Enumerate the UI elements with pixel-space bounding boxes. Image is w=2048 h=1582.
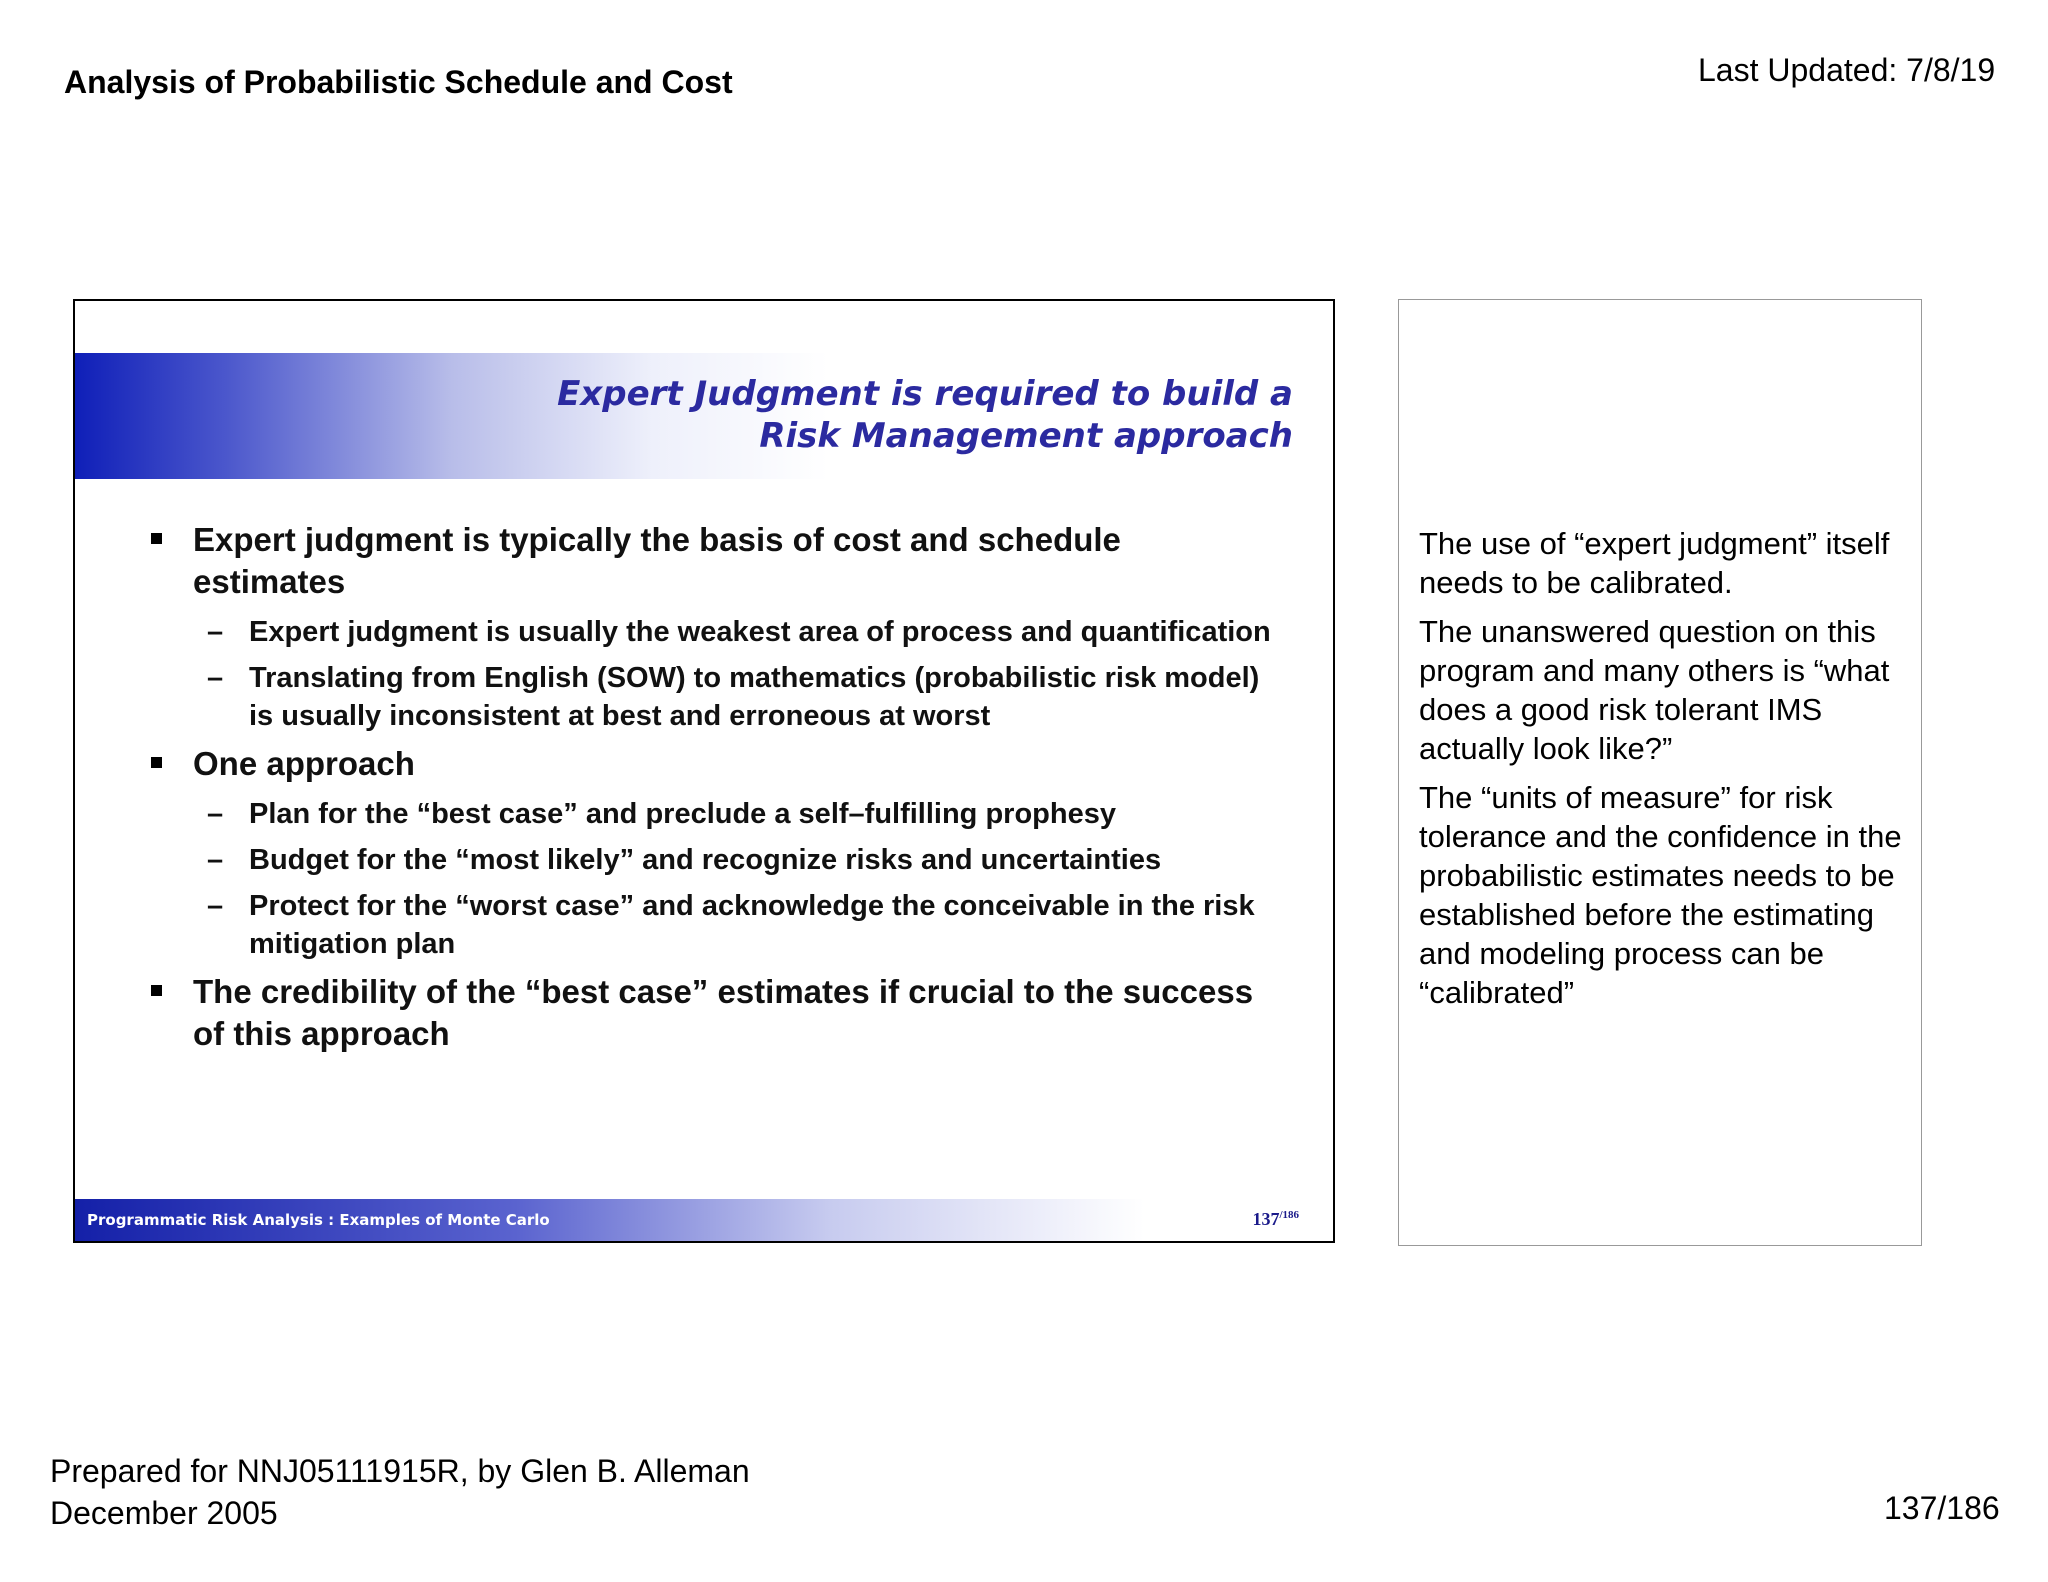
slide — [73, 299, 1335, 1243]
bullet-text: One approach — [193, 745, 415, 782]
slide-page-number — [1252, 1209, 1299, 1230]
notes-text — [1419, 524, 1909, 1022]
prepared-line-2: December 2005 — [50, 1495, 278, 1531]
dash-bullet-icon: – — [207, 798, 224, 830]
slide-footer-text: Programmatic Risk Analysis : Examples of Monte Carlo — [87, 1211, 550, 1229]
document-title: Analysis of Probabilistic Schedule and Cost — [64, 64, 733, 100]
sub-bullet-item — [151, 613, 1281, 651]
slide-footer — [75, 1199, 1333, 1241]
prepared-line-1: Prepared for NNJ05111915R, by Glen B. Alleman — [50, 1453, 750, 1489]
notes-panel — [1398, 299, 1922, 1246]
last-updated: Last Updated: 7/8/19 — [1698, 52, 1996, 88]
bullet-text: Expert judgment is typically the basis of cost and schedule estimates — [193, 521, 1121, 600]
sub-bullet-text: Translating from English (SOW) to mathematics (probabilistic risk model) is usually inconsistent at best and erroneous at worst — [249, 662, 1260, 732]
bullet-text: The credibility of the “best case” estimates if crucial to the success of this approach — [193, 973, 1254, 1052]
slide-page-main: 137 — [1252, 1209, 1280, 1229]
dash-bullet-icon: – — [207, 616, 224, 648]
slide-title-line-1: Expert Judgment is required to build a — [557, 374, 1293, 414]
bullet-item — [151, 971, 1281, 1055]
prepared-by — [50, 1450, 750, 1534]
sub-bullet-text: Budget for the “most likely” and recognize risks and uncertainties — [249, 844, 1162, 876]
square-bullet-icon — [151, 533, 162, 544]
notes-paragraph: The “units of measure” for risk tolerance and the confidence in the probabilistic estimates needs to be established before the estimating and modeling process can be “calibrated” — [1419, 780, 1902, 1010]
sub-bullet-text: Expert judgment is usually the weakest area of process and quantification — [249, 616, 1271, 648]
slide-page-total: /186 — [1279, 1209, 1299, 1221]
sub-bullet-text: Plan for the “best case” and preclude a self–fulfilling prophesy — [249, 798, 1116, 830]
dash-bullet-icon: – — [207, 662, 224, 694]
sub-bullet-item — [151, 795, 1281, 833]
dash-bullet-icon: – — [207, 844, 224, 876]
dash-bullet-icon: – — [207, 890, 224, 922]
square-bullet-icon — [151, 985, 162, 996]
sub-bullet-text: Protect for the “worst case” and acknowledge the conceivable in the risk mitigation plan — [249, 890, 1255, 960]
bullet-item — [151, 743, 1281, 785]
notes-paragraph: The use of “expert judgment” itself needs to be calibrated. — [1419, 526, 1890, 600]
bullet-item — [151, 519, 1281, 603]
page-number: 137/186 — [1884, 1490, 2000, 1526]
notes-paragraph: The unanswered question on this program and many others is “what does a good risk tolerant IMS actually look like?” — [1419, 614, 1890, 766]
slide-title-line-2: Risk Management approach — [759, 416, 1293, 456]
sub-bullet-item — [151, 887, 1281, 963]
sub-bullet-item — [151, 841, 1281, 879]
slide-title — [557, 373, 1293, 457]
slide-bullet-list — [151, 519, 1281, 1065]
square-bullet-icon — [151, 757, 162, 768]
sub-bullet-item — [151, 659, 1281, 735]
